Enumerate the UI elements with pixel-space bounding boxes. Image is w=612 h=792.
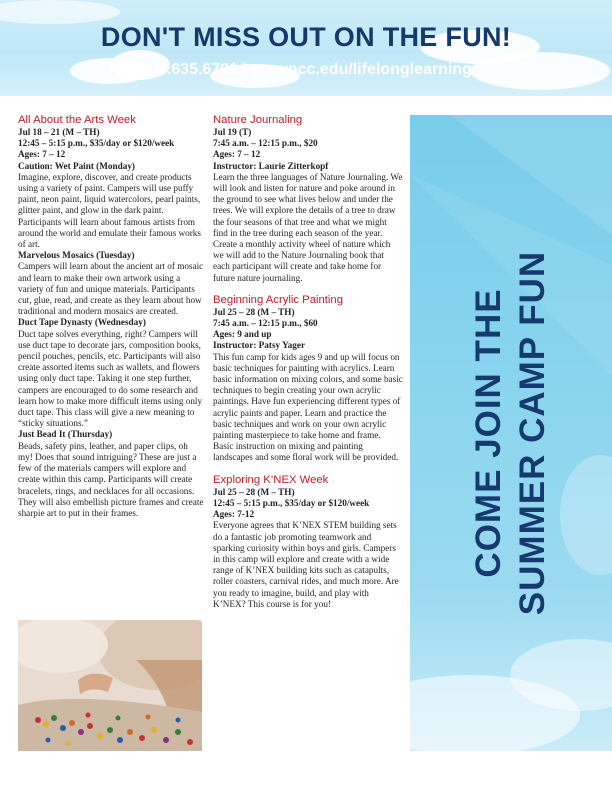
course-dates: Jul 18 – 21 (M – TH) (18, 127, 100, 137)
course-acrylic-painting (213, 293, 403, 464)
course-title: Exploring K’NEX Week (213, 473, 329, 486)
course-title: Beginning Acrylic Painting (213, 293, 343, 306)
course-title: All About the Arts Week (18, 114, 136, 126)
course-title: Nature Journaling (213, 114, 303, 126)
course-dates: Jul 25 – 28 (M – TH) (213, 486, 295, 497)
banner-line-1: COME JOIN THE (469, 288, 508, 578)
middle-column (213, 113, 403, 610)
page-headline: DON'T MISS OUT ON THE FUN! (100, 22, 512, 52)
course-instructor: Instructor: Patsy Yager (213, 340, 306, 351)
course-ages: Ages: 9 and up (213, 329, 272, 340)
section-heading: Duct Tape Dynasty (Wednesday) (18, 317, 146, 328)
course-knex-week (213, 473, 403, 610)
beading-photo (18, 620, 202, 751)
course-nature-journaling (213, 113, 403, 284)
banner-text (467, 153, 555, 713)
section-text: Imagine, explore, discover, and create products using a variety of paint. Campers will use puffy paint, neon paint, liquid watercolors, pearl paints, glitter paint, and glow in the dark paint. Participants will learn about famous artists from around the world and emulate their famous works of art. (18, 171, 201, 250)
course-dates: Jul 25 – 28 (M – TH) (213, 306, 295, 317)
course-ages: Ages: 7-12 (213, 509, 255, 520)
course-description: Everyone agrees that K’NEX STEM building sets do a fantastic job promoting teamwork and sparking curiosity within boys and girls. Campers in this camp will explore and create with a wide range of K’NEX building kits such as catapults, roller coasters, carnival rides, and much more. Are you ready to imagine, build, and play with K’NEX? This course is for you! (213, 520, 399, 609)
course-description: This fun camp for kids ages 9 and up will focus on basic techniques for painting with acrylics. Learn basic information on mixing colors, and some basic techniques to begin creating your own acrylic paintings. Have fun experiencing different types of acrylic paints and paper. Learn and practice the basic techniques and work on your own acrylic painting masterpiece to take home and frame. Basic instruction on mixing and painting landscapes and some floral work will be provided. (213, 351, 403, 463)
course-ages: Ages: 7 – 12 (18, 149, 66, 160)
course-arts-week (18, 113, 204, 519)
left-column (18, 113, 204, 519)
course-instructor: Instructor: Laurie Zitterkopf (213, 160, 329, 171)
section-text: Beads, safety pins, leather, and paper clips, oh my! Does that sound intriguing? These are just a few of the materials campers will explore and create within this camp. Participants will create bracelets, rings, and necklaces for all occasions. They will also embellish picture frames and create sharpie art to put in their frames. (18, 440, 204, 518)
course-description: Learn the three languages of Nature Journaling. We will look and listen for nature and poke around in the ground to see what lives below and under the trees. We will explore the details of a tree to draw the four seasons of that tree and what we might find in the tree during each season of the year. Create a monthly activity wheel of nature which we will add to the Nature Journaling book that each participant will create and take home for future nature journaling. (213, 171, 403, 283)
banner-line-2: SUMMER CAMP FUN (513, 250, 552, 616)
section-heading: Caution: Wet Paint (Monday) (18, 160, 135, 171)
course-time-price: 7:45 a.m. – 12:15 p.m., $60 (213, 318, 318, 329)
beads-illustration (18, 620, 202, 751)
summer-camp-banner (410, 115, 612, 751)
section-heading: Marvelous Mosaics (Tuesday) (18, 250, 135, 261)
course-time-price: 12:45 – 5:15 p.m., $35/day or $120/week (18, 138, 175, 149)
course-time-price: 7:45 a.m. – 12:15 p.m., $20 (213, 138, 318, 149)
course-dates: Jul 19 (T) (213, 127, 252, 137)
course-time-price: 12:45 – 5:15 p.m., $35/day or $120/week (213, 497, 370, 508)
section-text: Campers will learn about the ancient art of mosaic and learn to make their own artwork using a variety of fun and unique materials. Participants cut, glue, read, and create as they learn about how traditional and modern mosaics are created. (18, 261, 204, 317)
course-ages: Ages: 7 – 12 (213, 149, 261, 160)
cloud-decoration (0, 0, 120, 24)
contact-line: 308.635.6701 | go.wncc.edu/lifelonglearning (140, 61, 472, 78)
section-text: Duct tape solves everything, right? Campers will use duct tape to decorate jars, composition books, pencil pouches, pencils, etc. Participants will also create assorted items such as wallets, and flowers using only duct tape. Taking it one step further, campers are encouraged to do some research and learn how to make more difficult items using only duct tape. This class will give a new meaning to “sticky situations.” (18, 328, 203, 429)
section-heading: Just Bead It (Thursday) (18, 429, 113, 440)
header-banner (0, 0, 612, 96)
